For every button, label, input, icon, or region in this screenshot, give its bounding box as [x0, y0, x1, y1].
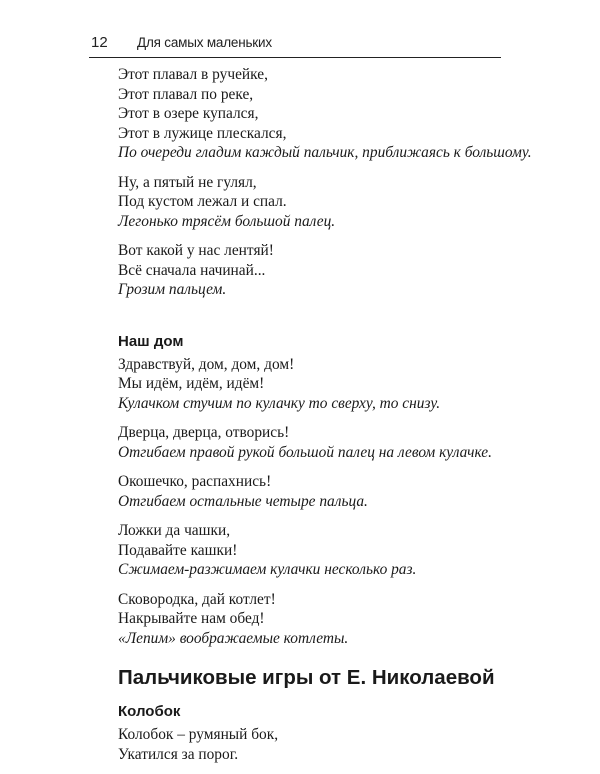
verse-line: Укатился за порог.: [118, 745, 239, 763]
verse-line: Этот в озере купался,: [118, 105, 259, 122]
verse-line: Сковородка, дай котлет!: [118, 590, 276, 608]
verse-line: Мы идём, идём, идём!: [118, 375, 265, 392]
stanza: [118, 725, 518, 764]
verse-line: Подавайте кашки!: [118, 541, 238, 559]
section-title: Пальчиковые игры от Е. Николаевой: [118, 666, 495, 689]
verse-line: Вот какой у нас лентяй!: [118, 242, 274, 259]
stanza: [118, 65, 532, 163]
stanza: [118, 241, 518, 300]
poem-title-kolobok: Колобок: [118, 703, 181, 720]
verse-line: Ну, а пятый не гулял,: [118, 173, 257, 191]
stanza: [118, 173, 518, 232]
poem-title-nash-dom: Наш дом: [118, 332, 184, 350]
verse-line: Этот плавал по реке,: [118, 85, 254, 103]
stanza: [118, 521, 518, 580]
stanza: [118, 355, 518, 414]
instruction-note: Легонько трясём большой палец.: [118, 212, 336, 230]
verse-line: Колобок – румяный бок,: [118, 726, 279, 743]
page-number: 12: [91, 34, 108, 51]
instruction-note: По очереди гладим каждый пальчик, приближаясь к большому.: [118, 144, 532, 161]
stanza: [118, 423, 518, 462]
instruction-note: Отгибаем остальные четыре пальца.: [118, 492, 368, 510]
verse-line: Окошечко, распахнись!: [118, 473, 272, 490]
instruction-note: Кулачком стучим по кулачку то сверху, то снизу.: [118, 394, 441, 412]
running-title: Для самых маленьких: [137, 35, 272, 50]
running-header: [89, 33, 501, 58]
verse-line: Накрывайте нам обед!: [118, 610, 265, 627]
verse-line: Дверца, дверца, отворись!: [118, 424, 290, 441]
instruction-note: «Лепим» воображаемые котлеты.: [118, 629, 349, 647]
stanza: [118, 590, 518, 649]
verse-line: Этот плавал в ручейке,: [118, 66, 268, 83]
stanza: [118, 472, 518, 511]
verse-line: Этот в лужице плескался,: [118, 124, 287, 142]
verse-line: Здравствуй, дом, дом, дом!: [118, 355, 295, 373]
instruction-note: Отгибаем правой рукой большой палец на левом кулачке.: [118, 443, 492, 461]
verse-line: Ложки да чашки,: [118, 522, 231, 539]
instruction-note: Грозим пальцем.: [118, 281, 227, 298]
verse-line: Всё сначала начинай...: [118, 261, 266, 279]
instruction-note: Сжимаем-разжимаем кулачки несколько раз.: [118, 561, 417, 578]
verse-line: Под кустом лежал и спал.: [118, 193, 287, 210]
page-content: [118, 65, 532, 774]
